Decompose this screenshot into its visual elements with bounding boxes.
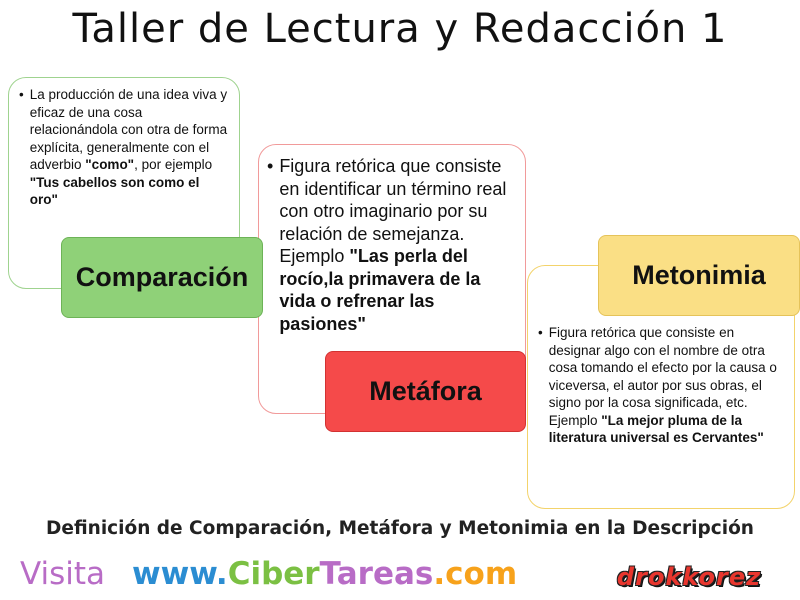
- comparacion-definition-text: [30, 86, 231, 209]
- metonimia-definition: [538, 324, 786, 447]
- page-title: Taller de Lectura y Redacción 1: [72, 6, 728, 52]
- metafora-definition-text: [279, 155, 515, 335]
- comparacion-text-2: , por ejemplo: [134, 157, 213, 172]
- metafora-label: Metáfora: [325, 351, 526, 432]
- metonimia-label: Metonimia: [598, 235, 800, 316]
- metonimia-definition-text: [549, 324, 786, 447]
- comparacion-example: "Tus cabellos son como el oro": [29, 174, 200, 207]
- metonimia-example: "La mejor pluma de la literatura universal es Cervantes": [548, 412, 764, 445]
- metafora-text-1: Figura retórica que consiste en identificar un término real con otro imaginario por su relación de semejanza. Ejemplo: [279, 156, 507, 266]
- metafora-definition: [267, 155, 515, 335]
- site-link[interactable]: [132, 556, 517, 592]
- comparacion-text-1: La producción de una idea viva y eficaz de una cosa relacionándola con otra de forma explícita, generalmente con el adverbio: [29, 87, 228, 172]
- site-com: .com: [433, 556, 518, 592]
- comparacion-label: Comparación: [61, 237, 263, 318]
- bullet-dot: •: [267, 156, 274, 176]
- comparacion-bold-1: "como": [85, 157, 135, 172]
- visit-text: Visita: [20, 556, 106, 592]
- metonimia-text-1: Figura retórica que consiste en designar algo con el nombre de otra cosa tomando el efecto por la causa o viceversa, el autor por sus obras, el signo por la cosa significada, etc. Ejemplo: [548, 325, 777, 428]
- bullet-dot: •: [538, 325, 543, 340]
- comparacion-definition: [19, 86, 231, 209]
- site-www: www.: [132, 556, 228, 592]
- site-tareas: Tareas: [319, 556, 434, 592]
- site-ciber: Ciber: [227, 556, 320, 592]
- brand-logo: drokkorez: [616, 563, 762, 591]
- bullet-dot: •: [19, 87, 24, 102]
- page-subtitle: Definición de Comparación, Metáfora y Metonimia en la Descripción: [46, 518, 754, 539]
- metafora-example: "Las perla del rocío,la primavera de la vida o refrenar las pasiones": [279, 246, 481, 334]
